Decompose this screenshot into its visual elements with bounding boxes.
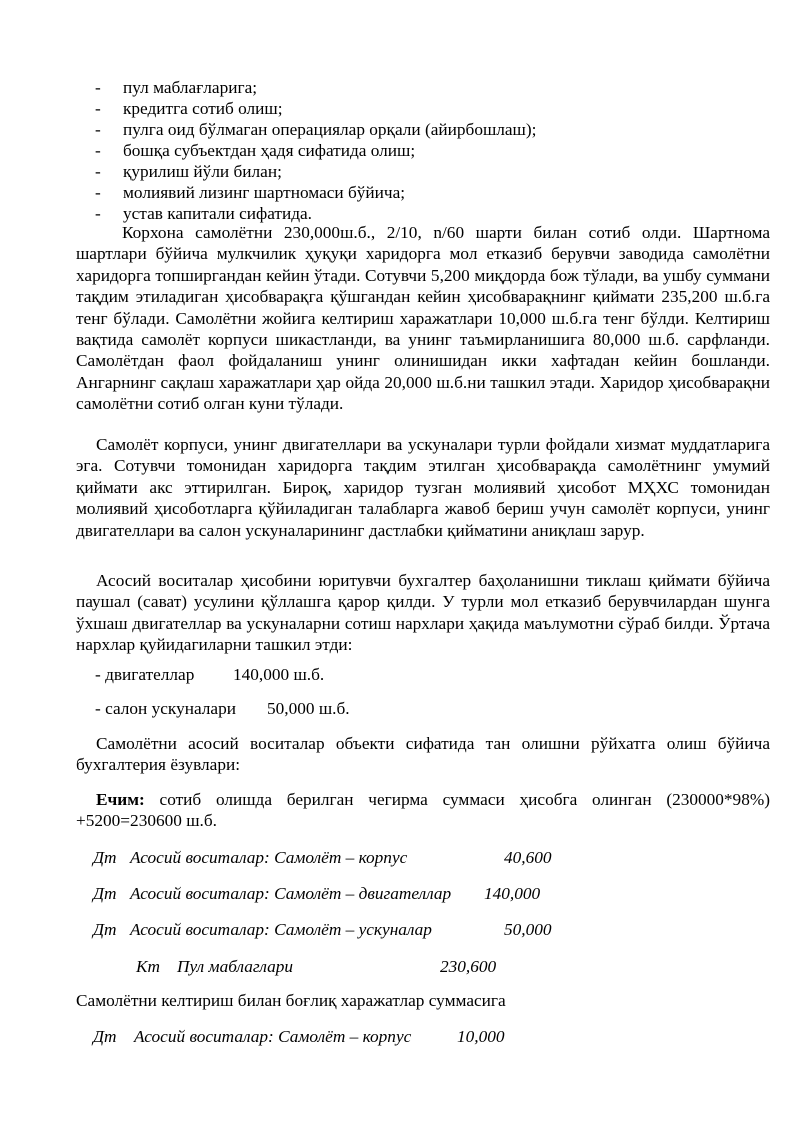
entry-account: Пул маблаглари <box>177 957 294 976</box>
entry-amount: 140,000 <box>484 884 541 903</box>
price-label: - салон ускуналари <box>95 699 236 718</box>
entry-amount: 10,000 <box>457 1027 505 1046</box>
entry-account: Асосий воситалар: Самолёт – корпус <box>134 1027 412 1046</box>
entry-amount: 40,600 <box>504 848 552 867</box>
price-line-equipment <box>95 699 350 719</box>
entry-side: Дт <box>93 920 117 939</box>
bullet-marker: - <box>95 78 101 97</box>
bullet-marker: - <box>95 162 101 181</box>
price-value: 140,000 ш.б. <box>233 665 325 684</box>
bullet-text: пул маблағларига; <box>123 78 258 97</box>
bullet-marker: - <box>95 183 101 202</box>
price-label: - двигателлар <box>95 665 195 684</box>
bullet-marker: - <box>95 141 101 160</box>
bullet-text: устав капитали сифатида. <box>123 204 312 223</box>
paragraph-method: Асосий воситалар ҳисобини юритувчи бухгалтер баҳоланишни тиклаш қиймати бўйича паушал (сават) усулини қўллашга қарор қилди. У турли мол етказиб берувчилардан шунга ўхшаш двигателлар ва ускуналарни сотиш нархлари ҳақида маълумотни сўраб билди. Ўртача нархлар қуйидагиларни ташкил этди: <box>76 571 770 655</box>
bullet-text: кредитга сотиб олиш; <box>123 99 283 118</box>
entry-side: Дт <box>93 884 117 903</box>
entry-side: Дт <box>93 1027 117 1046</box>
delivery-heading: Самолётни келтириш билан боғлиқ харажатлар суммасига <box>76 991 506 1010</box>
bullet-text: бошқа субъектдан ҳадя сифатида олиш; <box>123 141 416 160</box>
paragraph-components: Самолёт корпуси, унинг двигателлари ва ускуналари турли фойдали хизмат муддатларига эга. Сотувчи томонидан харидорга тақдим этилган ҳисобварақда самолётнинг умумий қиймати акс эттирилган. Бироқ, харидор тузган молиявий ҳисобот МҲХС томонидан молиявий ҳисоботларга қўйиладиган талабларга жавоб бериш учун самолёт корпуси, унинг двигателлари ва салон ускуналарининг дастлабки қийматини аниқлаш зарур. <box>76 435 770 540</box>
bullet-text: пулга оид бўлмаган операциялар орқали (айирбошлаш); <box>123 120 537 139</box>
bullet-marker: - <box>95 120 101 139</box>
entry-account: Асосий воситалар: Самолёт – двигателлар <box>130 884 452 903</box>
entry-account: Асосий воситалар: Самолёт – корпус <box>130 848 408 867</box>
entry-side: Дт <box>93 848 117 867</box>
bullet-text: молиявий лизинг шартномаси бўйича; <box>123 183 406 202</box>
bullet-marker: - <box>95 204 101 223</box>
paragraph-entries-intro: Самолётни асосий воситалар объекти сифатида тан олишни рўйхатга олиш бўйича бухгалтерия ёзувлари: <box>76 734 770 775</box>
entry-side: Кт <box>136 957 160 976</box>
paragraph-problem: Корхона самолётни 230,000ш.б., 2/10, n/60 шарти билан сотиб олди. Шартнома шартлари бўйича мулкчилик ҳуқуқи харидорга мол етказиб берувчи заводида самолётни харидорга топширгандан кейин ўтади. Сотувчи 5,200 миқдорда бож тўлади, ва ушбу суммани тақдим этиладиган ҳисобварақга қўшгандан кейин ҳисобварақнинг қиймати 235,200 ш.б.га тенг бўлади. Самолётни жойига келтириш харажатлари 10,000 ш.б.га тенг бўлди. Келтириш вақтида самолёт корпуси шикастланди, ва унинг таъмирланишига 80,000 ш.б. сарфланди. Самолётдан фаол фойдаланиш унинг олинишидан икки хафтадан кейин бошланди. Ангарнинг сақлаш харажатлари ҳар ойда 20,000 ш.б.ни ташкил этади. Харидор ҳисобварақни самолётни сотиб олган куни тўлади. <box>76 223 770 414</box>
solution-text: сотиб олишда берилган чегирма суммаси ҳисобга олинган (230000*98%) +5200=230600 ш.б. <box>76 790 770 831</box>
entry-account: Асосий воситалар: Самолёт – ускуналар <box>130 920 432 939</box>
entry-amount: 230,600 <box>440 957 497 976</box>
solution-label: Ечим: <box>96 790 145 809</box>
solution-paragraph <box>76 789 770 832</box>
price-value: 50,000 ш.б. <box>267 699 350 718</box>
bullet-text: қурилиш йўли билан; <box>123 162 282 181</box>
entry-amount: 50,000 <box>504 920 552 939</box>
price-line-engines <box>95 665 325 685</box>
bullet-marker: - <box>95 99 101 118</box>
